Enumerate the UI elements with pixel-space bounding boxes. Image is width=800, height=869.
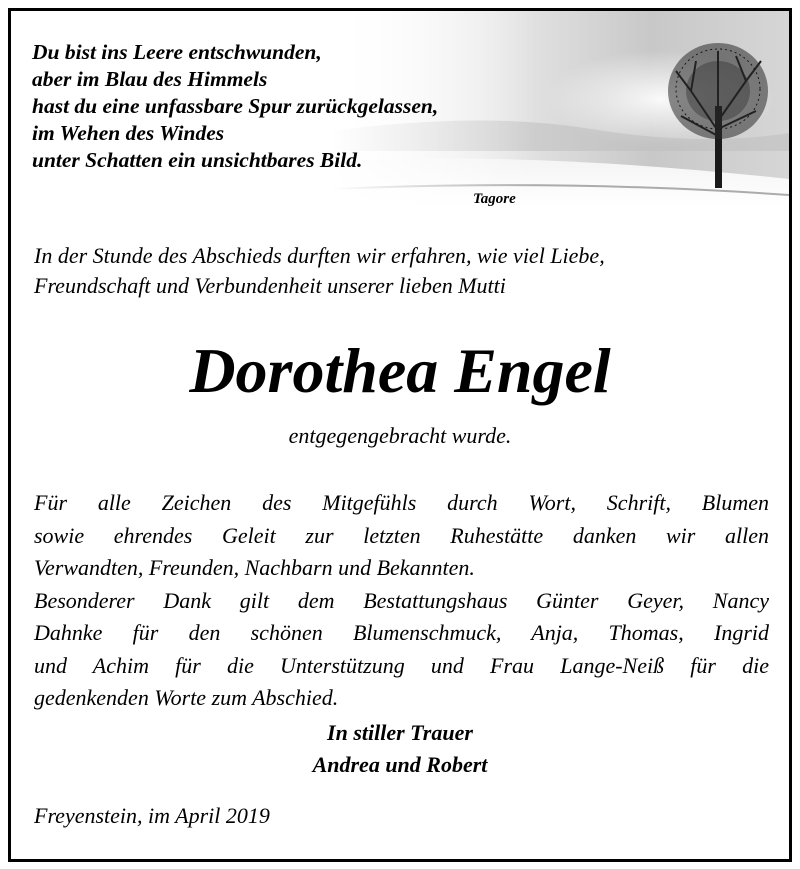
thanks-line: sowie ehrendes Geleit zur letzten Ruhestätte danken wir allen: [34, 522, 769, 548]
thanks-line: Verwandten, Freunden, Nachbarn und Bekannten.: [34, 555, 475, 580]
poem-line: unter Schatten ein unsichtbares Bild.: [32, 148, 363, 172]
thanks-line: Besonderer Dank gilt dem Bestattungshaus Günter Geyer, Nancy: [34, 587, 769, 613]
deceased-name: Dorothea Engel: [189, 335, 611, 406]
place-date: Freyenstein, im April 2019: [34, 803, 270, 828]
intro-line: Freundschaft und Verbundenheit unserer lieben Mutti: [34, 273, 506, 298]
poem-line: im Wehen des Windes: [32, 121, 225, 145]
obituary-frame: [8, 8, 792, 862]
poem-line: hast du eine unfassbare Spur zurückgelassen,: [32, 94, 439, 118]
poem-quote: [32, 39, 438, 174]
poem-author: Tagore: [473, 191, 516, 207]
thanks-text: [34, 487, 769, 715]
signature: [11, 717, 789, 781]
poem-line: aber im Blau des Himmels: [32, 67, 268, 91]
signature-names: Andrea und Robert: [312, 752, 488, 777]
intro-line: In der Stunde des Abschieds durften wir erfahren, wie viel Liebe,: [34, 243, 605, 268]
thanks-line: gedenkenden Worte zum Abschied.: [34, 685, 339, 710]
subname-text: entgegengebracht wurde.: [288, 423, 512, 448]
thanks-line: Dahnke für den schönen Blumenschmuck, Anja, Thomas, Ingrid: [34, 620, 769, 645]
signature-line: In stiller Trauer: [327, 720, 473, 745]
intro-text: [34, 241, 769, 301]
poem-line: Du bist ins Leere entschwunden,: [32, 40, 322, 64]
thanks-line: und Achim für die Unterstützung und Frau Lange-Neiß für die: [34, 652, 769, 678]
thanks-line: Für alle Zeichen des Mitgefühls durch Wort, Schrift, Blumen: [34, 490, 769, 515]
